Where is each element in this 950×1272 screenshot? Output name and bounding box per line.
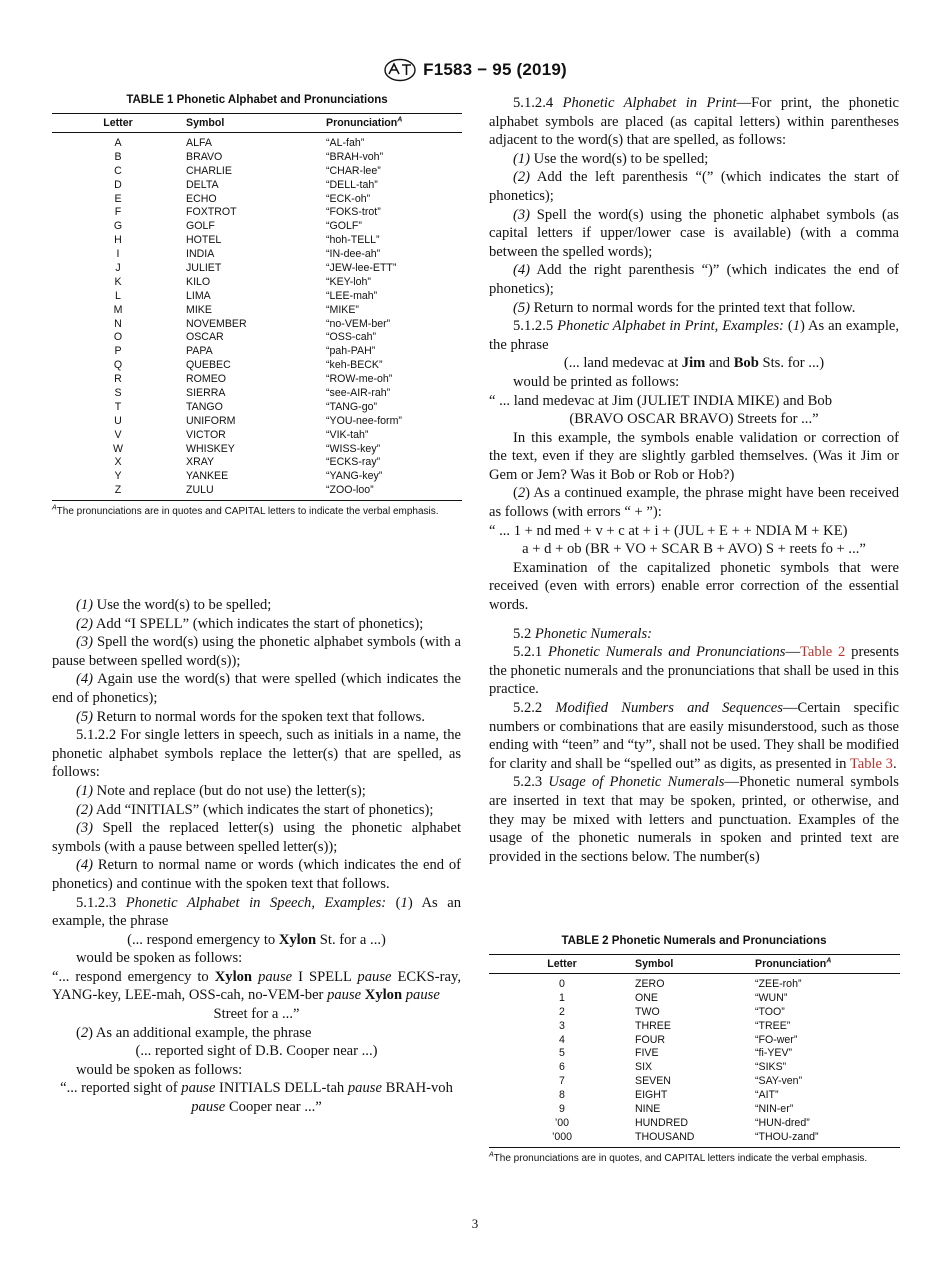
- letter-cell: X: [114, 456, 122, 469]
- pronunciation-cell: “keh-BECK”: [326, 359, 383, 372]
- spoken-as-2: would be spoken as follows:: [76, 1061, 243, 1078]
- pronunciation-cell: “OSS-cah”: [326, 331, 377, 344]
- table-row: [52, 344, 462, 358]
- table3-link[interactable]: Table 3: [849, 755, 893, 772]
- letter-cell: U: [114, 414, 122, 427]
- table-row: [52, 414, 462, 428]
- pronunciation-cell: “AL-fah”: [326, 136, 365, 149]
- symbol-cell: GOLF: [186, 220, 215, 233]
- symbol-cell: YANKEE: [186, 470, 229, 483]
- spoken-quote-1: “... respond emergency to Xylon pause I SPELL pause ECKS-ray, YANG-key, LEE-mah, OSS-cah, no-VEM-ber pause Xylon pause: [52, 968, 461, 1004]
- symbol-cell: FIVE: [635, 1047, 659, 1060]
- table1-header: [52, 113, 462, 133]
- pronunciation-cell: “ZOO-loo”: [326, 484, 374, 497]
- symbol-cell: BRAVO: [186, 150, 223, 163]
- print-step-4: (4) Add the right parenthesis “)” (which indicates the end of phonetics);: [489, 262, 899, 297]
- table-row: [489, 1033, 900, 1047]
- letter-cell: G: [113, 220, 123, 233]
- pronunciation-cell: “SAY-ven”: [755, 1075, 803, 1088]
- pronunciation-cell: “WISS-key”: [326, 442, 381, 455]
- table1-footnote: $^A$The pronunciations are in quotes and CAPITAL letters to indicate the verbal emphasis.: [52, 504, 439, 518]
- table-row: [52, 247, 462, 261]
- pronunciation-cell: “HUN-dred”: [755, 1116, 810, 1129]
- initials-step-2: (2) Add “INITIALS” (which indicates the start of phonetics);: [76, 801, 434, 818]
- table2-link[interactable]: Table 2: [800, 644, 846, 661]
- pronunciation-cell: “DELL-tah”: [326, 178, 378, 191]
- symbol-cell: KILO: [186, 275, 211, 288]
- letter-cell: O: [113, 331, 123, 344]
- letter-cell: ’000: [551, 1130, 573, 1143]
- pronunciation-cell: “CHAR-lee”: [326, 164, 381, 177]
- spoken-as-1: would be spoken as follows:: [76, 950, 243, 967]
- letter-cell: 0: [559, 977, 565, 990]
- symbol-cell: VICTOR: [186, 428, 226, 441]
- pronunciation-cell: “ECK-oh”: [326, 192, 371, 205]
- letter-cell: C: [114, 164, 122, 177]
- section-5-1-2-4: 5.1.2.4 Phonetic Alphabet in Print—For print, the phonetic alphabet symbols are placed (as capital letters) within parentheses adjacent to the word(s) that are spelled, as follows:: [489, 95, 900, 149]
- letter-cell: F: [114, 206, 122, 219]
- pronunciation-cell: “pah-PAH”: [326, 345, 376, 358]
- print-step-3: (3) Spell the word(s) using the phonetic alphabet symbols (as capital letters if upper/lower case is available) (with a comma between the spelled words);: [489, 206, 899, 260]
- symbol-cell: THOUSAND: [635, 1130, 695, 1143]
- letter-cell: R: [114, 373, 122, 386]
- table-row: [52, 192, 462, 206]
- table-row: [489, 1060, 900, 1074]
- section-5-1-2-5: 5.1.2.5 Phonetic Alphabet in Print, Examples: (1) As an example, the phrase: [489, 318, 900, 353]
- table2-header-symbol: Symbol: [635, 958, 674, 970]
- table-row: [52, 261, 462, 275]
- letter-cell: 7: [559, 1075, 565, 1088]
- letter-cell: 6: [559, 1061, 565, 1074]
- table-row: [52, 469, 462, 483]
- initials-step-3: (3) Spell the replaced letter(s) using the phonetic alphabet symbols (with a pause between spelled letter(s));: [52, 820, 461, 855]
- table-row: [52, 330, 462, 344]
- letter-cell: 8: [559, 1089, 565, 1102]
- printed-quote-line-2: (BRAVO OSCAR BRAVO) Streets for ...”: [569, 411, 819, 428]
- spoken-quote-1-end: Street for a ...”: [213, 1006, 300, 1023]
- example-phrase-1: (... respond emergency to Xylon St. for a ...): [127, 931, 386, 948]
- garbled-line-2: a + d + ob (BR + VO + SCAR B + AVO) S + reets fo + ...”: [522, 541, 866, 558]
- table-row: [489, 1005, 900, 1019]
- table2: [489, 954, 900, 1165]
- table-row: [52, 233, 462, 247]
- table2-footnote: $^A$The pronunciations are in quotes, and CAPITAL letters indicate the verbal emphasis.: [489, 1151, 868, 1164]
- pronunciation-cell: “FOKS-trot”: [326, 206, 381, 219]
- table-row: [52, 150, 462, 164]
- symbol-cell: OSCAR: [186, 331, 224, 344]
- pronunciation-cell: “YANG-key”: [326, 470, 383, 483]
- table2-header-letter: Letter: [547, 958, 577, 970]
- print-step-1: (1) Use the word(s) to be spelled;: [513, 150, 709, 167]
- section-5-2-1: 5.2.1 Phonetic Numerals and Pronunciations—Table 2 presents the phonetic numerals and the pronunciations that shall be used in this practice.: [489, 644, 899, 698]
- letter-cell: 4: [559, 1033, 565, 1046]
- symbol-cell: DELTA: [186, 178, 219, 191]
- symbol-cell: LIMA: [186, 289, 211, 302]
- pronunciation-cell: “fi-YEV”: [755, 1047, 793, 1060]
- letter-cell: 2: [559, 1005, 565, 1018]
- left-column: [52, 596, 461, 1117]
- symbol-cell: FOUR: [635, 1033, 666, 1046]
- pronunciation-cell: “MIKE”: [326, 303, 359, 316]
- table1-header-letter: Letter: [103, 117, 133, 129]
- section-5-1-2-2: 5.1.2.2 For single letters in speech, such as initials in a name, the phonetic alphabet symbols replace the letter(s) that are spelled, as follows:: [52, 727, 461, 781]
- examination-paragraph: Examination of the capitalized phonetic symbols that were received (even with errors) enable error correction of the essential words.: [489, 559, 899, 614]
- page-header: [0, 56, 950, 84]
- page-number: 3: [471, 1216, 479, 1231]
- symbol-cell: SIERRA: [186, 386, 226, 399]
- pronunciation-cell: “THOU-zand”: [755, 1130, 819, 1143]
- garbled-line-1: “ ... 1 + nd med + v + c at + i + (JUL + E + + NDIA M + KE): [489, 522, 848, 539]
- section-5-2: 5.2 Phonetic Numerals:: [513, 625, 653, 642]
- symbol-cell: UNIFORM: [186, 414, 236, 427]
- table-row: [489, 1130, 900, 1144]
- table-row: [52, 358, 462, 372]
- letter-cell: K: [114, 275, 122, 288]
- letter-cell: E: [114, 192, 122, 205]
- letter-cell: 1: [559, 991, 565, 1004]
- table-row: [52, 400, 462, 414]
- pronunciation-cell: “TANG-go”: [326, 400, 378, 413]
- pronunciation-cell: “AIT”: [755, 1089, 779, 1102]
- table-row: [489, 1102, 900, 1116]
- table-row: [52, 178, 462, 192]
- table-row: [489, 1116, 900, 1130]
- section-5-2-2: 5.2.2 Modified Numbers and Sequences—Certain specific numbers or combinations that are easily misunderstood, such as those ending with “teen” and “ty”, shall not be used. They shall be modified for clarity and shall be “spelled out” as digits, as presented in Table 3.: [489, 700, 899, 772]
- symbol-cell: ZULU: [186, 484, 214, 497]
- pronunciation-cell: “IN-dee-ah”: [326, 248, 381, 261]
- symbol-cell: ALFA: [186, 136, 212, 149]
- table-row: [489, 977, 900, 991]
- validation-paragraph: In this example, the symbols enable validation or correction of the text, even if they are slightly garbled themselves. (Was it Jim or Gem or Jem? Was it Bob or Rob or Hob?): [489, 429, 899, 483]
- symbol-cell: CHARLIE: [186, 164, 232, 177]
- table2-body: [489, 974, 900, 1144]
- pronunciation-cell: “see-AIR-rah”: [326, 386, 391, 399]
- pronunciation-cell: “FO-wer”: [755, 1033, 798, 1046]
- standard-designation: F1583 − 95 (2019): [423, 60, 567, 79]
- section-5-1-2-3: 5.1.2.3 Phonetic Alphabet in Speech, Examples: (1) As an example, the phrase: [52, 894, 461, 930]
- letter-cell: B: [114, 150, 122, 163]
- table2-header: [489, 954, 900, 974]
- table-row: [52, 455, 462, 469]
- section-5-2-3: 5.2.3 Usage of Phonetic Numerals—Phonetic numeral symbols are inserted in text that may be spoken, printed, or otherwise, and they may be mixed with letters and punctuation. Examples of the usage of the phonetic numerals in spoken and printed text are provided in the sections below. The number(s): [489, 774, 899, 865]
- letter-cell: V: [114, 428, 122, 441]
- example-2-intro: (2) As an additional example, the phrase: [76, 1024, 312, 1041]
- example-phrase-2: (... reported sight of D.B. Cooper near ...): [135, 1043, 378, 1060]
- pronunciation-cell: “YOU-nee-form”: [326, 414, 402, 427]
- symbol-cell: HUNDRED: [635, 1116, 688, 1129]
- symbol-cell: XRAY: [186, 456, 215, 469]
- table-row: [489, 1019, 900, 1033]
- symbol-cell: EIGHT: [635, 1089, 668, 1102]
- table1-header-symbol: Symbol: [186, 117, 225, 129]
- table-row: [52, 303, 462, 317]
- table-row: [489, 991, 900, 1005]
- letter-cell: 9: [559, 1102, 565, 1115]
- pronunciation-cell: “GOLF”: [326, 220, 362, 233]
- table1-header-pronunciation: Pronunciation$^A$: [326, 116, 403, 129]
- symbol-cell: SEVEN: [635, 1075, 671, 1088]
- letter-cell: 3: [559, 1019, 565, 1032]
- table-row: [52, 483, 462, 497]
- letter-cell: J: [115, 261, 121, 274]
- table1-caption: TABLE 1 Phonetic Alphabet and Pronunciations: [126, 94, 388, 106]
- letter-cell: S: [114, 386, 122, 399]
- table-row: [52, 164, 462, 178]
- table-row: [52, 372, 462, 386]
- pronunciation-cell: “LEE-mah”: [326, 289, 378, 302]
- symbol-cell: ZERO: [635, 977, 665, 990]
- letter-cell: Q: [113, 359, 123, 372]
- table1-body: [52, 133, 462, 497]
- table-row: [52, 136, 462, 150]
- print-step-5: (5) Return to normal words for the printed text that follow.: [513, 299, 856, 316]
- symbol-cell: TANGO: [186, 400, 223, 413]
- letter-cell: T: [114, 400, 122, 413]
- pronunciation-cell: “JEW-lee-ETT”: [326, 261, 397, 274]
- table-row: [489, 1074, 900, 1088]
- letter-cell: H: [114, 234, 122, 247]
- table-row: [52, 428, 462, 442]
- symbol-cell: TWO: [635, 1005, 660, 1018]
- spell-step-2: (2) Add “I SPELL” (which indicates the start of phonetics);: [76, 615, 424, 632]
- letter-cell: M: [113, 303, 123, 316]
- letter-cell: L: [115, 289, 121, 302]
- pronunciation-cell: “hoh-TELL”: [326, 234, 380, 247]
- pronunciation-cell: “ZEE-roh”: [755, 977, 802, 990]
- pronunciation-cell: “KEY-loh”: [326, 275, 371, 288]
- initials-step-1: (1) Note and replace (but do not use) the letter(s);: [76, 782, 366, 799]
- pronunciation-cell: “SIKS”: [755, 1061, 787, 1074]
- print-example-phrase: (... land medevac at Jim and Bob Sts. for ...): [563, 355, 825, 372]
- table-row: [52, 289, 462, 303]
- symbol-cell: JULIET: [186, 261, 222, 274]
- symbol-cell: INDIA: [186, 248, 215, 261]
- printed-as: would be printed as follows:: [513, 373, 680, 390]
- pronunciation-cell: “BRAH-voh”: [326, 150, 384, 163]
- letter-cell: D: [114, 178, 122, 191]
- letter-cell: N: [114, 317, 122, 330]
- pronunciation-cell: “TREE”: [755, 1019, 791, 1032]
- table-row: [52, 317, 462, 331]
- initials-step-4: (4) Return to normal name or words (which indicates the end of phonetics) and continue with the spoken text that follows.: [52, 857, 461, 892]
- spell-step-5: (5) Return to normal words for the spoken text that follows.: [76, 708, 425, 725]
- pronunciation-cell: “VIK-tah”: [326, 428, 369, 441]
- table-row: [52, 275, 462, 289]
- symbol-cell: NINE: [635, 1102, 661, 1115]
- table2-header-pronunciation: Pronunciation$^A$: [755, 957, 832, 970]
- table-row: [489, 1046, 900, 1060]
- table-row: [52, 442, 462, 456]
- table-row: [52, 219, 462, 233]
- table-row: [52, 386, 462, 400]
- pronunciation-cell: “TOO”: [755, 1005, 785, 1018]
- continued-example: (2) As a continued example, the phrase might have been received as follows (with errors “ + ”):: [489, 485, 899, 521]
- symbol-cell: SIX: [635, 1061, 653, 1074]
- symbol-cell: NOVEMBER: [186, 317, 247, 330]
- print-step-2: (2) Add the left parenthesis “(” (which indicates the start of phonetics);: [489, 169, 899, 204]
- spell-step-1: (1) Use the word(s) to be spelled;: [76, 597, 272, 613]
- symbol-cell: ECHO: [186, 192, 217, 205]
- letter-cell: ’00: [554, 1116, 570, 1129]
- letter-cell: I: [116, 248, 120, 261]
- symbol-cell: HOTEL: [186, 234, 222, 247]
- letter-cell: Z: [114, 484, 122, 497]
- symbol-cell: THREE: [635, 1019, 671, 1032]
- table2-caption: TABLE 2 Phonetic Numerals and Pronunciations: [561, 935, 827, 947]
- letter-cell: Y: [114, 470, 122, 483]
- symbol-cell: WHISKEY: [186, 442, 235, 455]
- letter-cell: 5: [559, 1047, 565, 1060]
- letter-cell: A: [114, 136, 122, 149]
- spoken-quote-2: “... reported sight of pause INITIALS DELL-tah pause BRAH-voh pause Cooper near ...”: [60, 1080, 453, 1116]
- right-column: [489, 94, 899, 866]
- table-row: [489, 1088, 900, 1102]
- pronunciation-cell: “ECKS-ray”: [326, 456, 381, 469]
- printed-quote-line-1: “ ... land medevac at Jim (JULIET INDIA MIKE) and Bob: [489, 392, 833, 409]
- pronunciation-cell: “ROW-me-oh”: [326, 373, 393, 386]
- spell-step-4: (4) Again use the word(s) that were spelled (which indicates the end of phonetics);: [52, 671, 461, 706]
- symbol-cell: ROMEO: [186, 373, 227, 386]
- table-row: [52, 205, 462, 219]
- spell-step-3: (3) Spell the word(s) using the phonetic alphabet symbols (with a pause between spelled word(s));: [52, 634, 461, 669]
- astm-logo-icon: [383, 58, 417, 82]
- pronunciation-cell: “no-VEM-ber”: [326, 317, 391, 330]
- symbol-cell: ONE: [635, 991, 658, 1004]
- symbol-cell: QUEBEC: [186, 359, 231, 372]
- pronunciation-cell: “NIN-er”: [755, 1102, 794, 1115]
- symbol-cell: MIKE: [186, 303, 212, 316]
- table1: [52, 113, 462, 518]
- pronunciation-cell: “WUN”: [755, 991, 788, 1004]
- symbol-cell: FOXTROT: [186, 206, 237, 219]
- letter-cell: P: [114, 345, 122, 358]
- letter-cell: W: [113, 442, 123, 455]
- symbol-cell: PAPA: [186, 345, 213, 358]
